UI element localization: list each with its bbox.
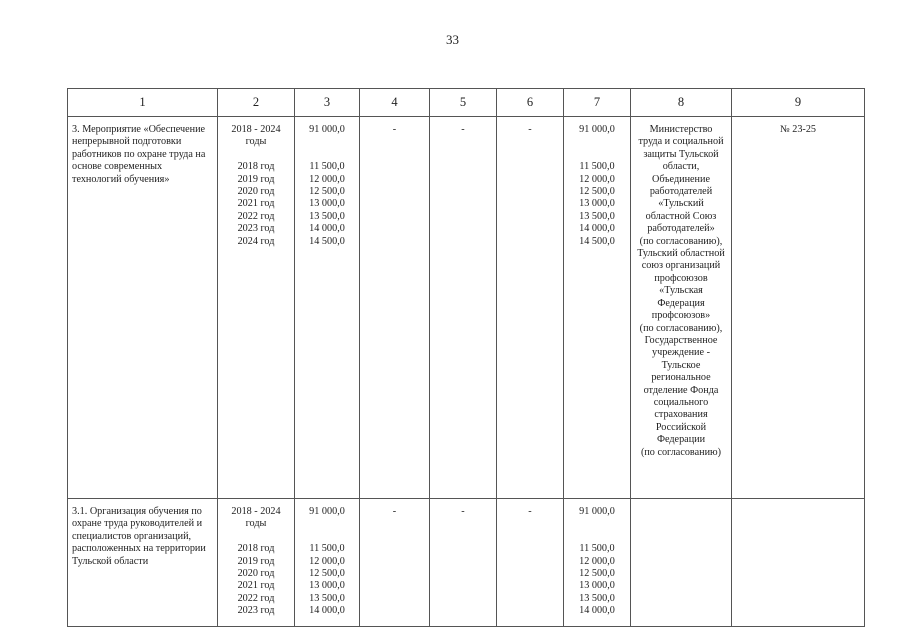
col7-amount: 12 500,0 [579,186,615,197]
executor-line: Тульское [661,359,701,371]
executor-line: (по согласованию), [639,235,723,247]
executor-line: Министерство [649,124,713,135]
indicator-cell: № 23-25 [732,117,865,499]
col7-amount: 13 500,0 [579,592,615,604]
year-label: 2021 год [237,580,275,592]
executor-line: (по согласованию) [640,446,722,458]
executor-line: профсоюзов [654,272,708,284]
year-label: 2018 год [237,543,275,555]
header-col-3: 3 [295,89,360,117]
year-amount: 12 500,0 [309,568,345,579]
executor-line: профсоюзов» [651,310,711,322]
table-row [68,117,865,499]
year-amount: 12 000,0 [309,173,345,185]
total-funding-cell [295,499,360,627]
activity-name-line: 3. Мероприятие «Обеспечение [72,124,206,135]
period-cell [218,117,295,499]
year-label: 2018 год [237,161,275,173]
year-amount: 14 500,0 [309,235,345,247]
executor-line: области, [662,161,700,173]
executor-line: страхования [654,409,708,421]
header-col-8: 8 [631,89,732,117]
col7-amount: 13 000,0 [579,580,615,592]
col7-amount: 13 000,0 [579,198,615,210]
activity-name-line: специалистов организаций, [72,530,192,542]
executor-line: Российской [655,421,707,433]
executor-line: защиты Тульской [643,148,719,160]
col7-amount: 11 500,0 [579,543,615,555]
header-col-9: 9 [732,89,865,117]
total-amount: 91 000,0 [309,124,345,135]
executor-line: союз организаций [641,260,721,272]
table-row [68,499,865,627]
year-amount: 13 500,0 [309,210,345,222]
total-funding-cell [295,117,360,499]
year-label: 2020 год [237,186,275,198]
activity-name-line: непрерывной подготовки [72,136,182,148]
header-col-1: 1 [68,89,218,117]
header-row [68,89,865,117]
year-amount: 12 000,0 [309,555,345,567]
header-col-6: 6 [497,89,564,117]
executor-cell [631,499,732,627]
col7-total: 91 000,0 [579,124,615,135]
col7-amount: 11 500,0 [579,161,615,173]
executor-line: Федерации [656,434,706,446]
executor-line: работодателей [649,186,713,198]
col7-amount: 12 500,0 [579,568,615,579]
year-label: 2023 год [237,223,275,235]
col6-cell: - [497,117,564,499]
activity-name-line: охране труда руководителей и [72,518,203,530]
year-amount: 13 000,0 [309,198,345,210]
col7-total: 91 000,0 [579,506,615,517]
executor-line: Государственное [644,334,718,346]
col4-cell: - [360,117,430,499]
activity-name-line: Тульской области [72,555,149,567]
activity-name-cell [68,499,218,627]
year-label: 2020 год [237,568,275,580]
executor-line: работодателей» [647,223,715,235]
activity-name-line: работников по охране труда на [72,148,206,160]
year-label: 2019 год [237,555,275,567]
executor-line: Федерация [657,297,705,309]
year-amount: 14 000,0 [309,223,345,235]
period-range: 2018 - 2024 [231,124,281,135]
header-col-4: 4 [360,89,430,117]
col6-cell: - [497,499,564,627]
executor-line: отделение Фонда [643,384,719,396]
year-label: 2019 год [237,173,275,185]
year-amount: 11 500,0 [309,161,345,173]
year-label: 2023 год [237,605,275,617]
executor-line: Тульский областной [637,248,725,260]
col4-cell: - [360,499,430,627]
activity-name-line: основе современных [72,161,163,173]
year-label: 2022 год [237,210,275,222]
total-amount: 91 000,0 [309,506,345,517]
col7-amount: 12 000,0 [579,555,615,567]
activity-name-line: расположенных на территории [72,543,206,555]
program-table [67,88,865,627]
col7-amount: 14 500,0 [579,235,615,247]
indicator-cell [732,499,865,627]
header-col-5: 5 [430,89,497,117]
executor-line: труда и социальной [638,136,724,148]
executor-line: областной Союз [645,210,717,222]
executor-line: социального [653,396,709,408]
executor-cell [631,117,732,499]
period-unit: годы [245,136,267,148]
period-unit: годы [245,518,267,530]
col7-amount: 12 000,0 [579,173,615,185]
col7-amount: 13 500,0 [579,210,615,222]
activity-name-cell [68,117,218,499]
page-number: 33 [446,32,459,47]
year-amount: 13 000,0 [309,580,345,592]
header-col-2: 2 [218,89,295,117]
period-cell [218,499,295,627]
activity-name-line: 3.1. Организация обучения по [72,506,202,517]
year-amount: 14 000,0 [309,605,345,617]
year-amount: 12 500,0 [309,186,345,197]
executor-line: Объединение [652,173,710,185]
col7-amount: 14 000,0 [579,605,615,617]
executor-line: (по согласованию), [639,322,723,334]
col7-funding-cell [564,117,631,499]
executor-line: «Тульская [659,285,703,297]
executor-line: региональное [651,372,711,384]
col7-funding-cell [564,499,631,627]
year-amount: 11 500,0 [309,543,345,555]
year-label: 2021 год [237,198,275,210]
col5-cell: - [430,117,497,499]
period-range: 2018 - 2024 [231,506,281,517]
col5-cell: - [430,499,497,627]
executor-line: «Тульский [658,198,704,210]
col7-amount: 14 000,0 [579,223,615,235]
year-label: 2022 год [237,592,275,604]
year-label: 2024 год [237,235,275,247]
activity-name-line: технологий обучения» [72,173,170,185]
year-amount: 13 500,0 [309,592,345,604]
header-col-7: 7 [564,89,631,117]
executor-line: учреждение - [652,347,710,359]
